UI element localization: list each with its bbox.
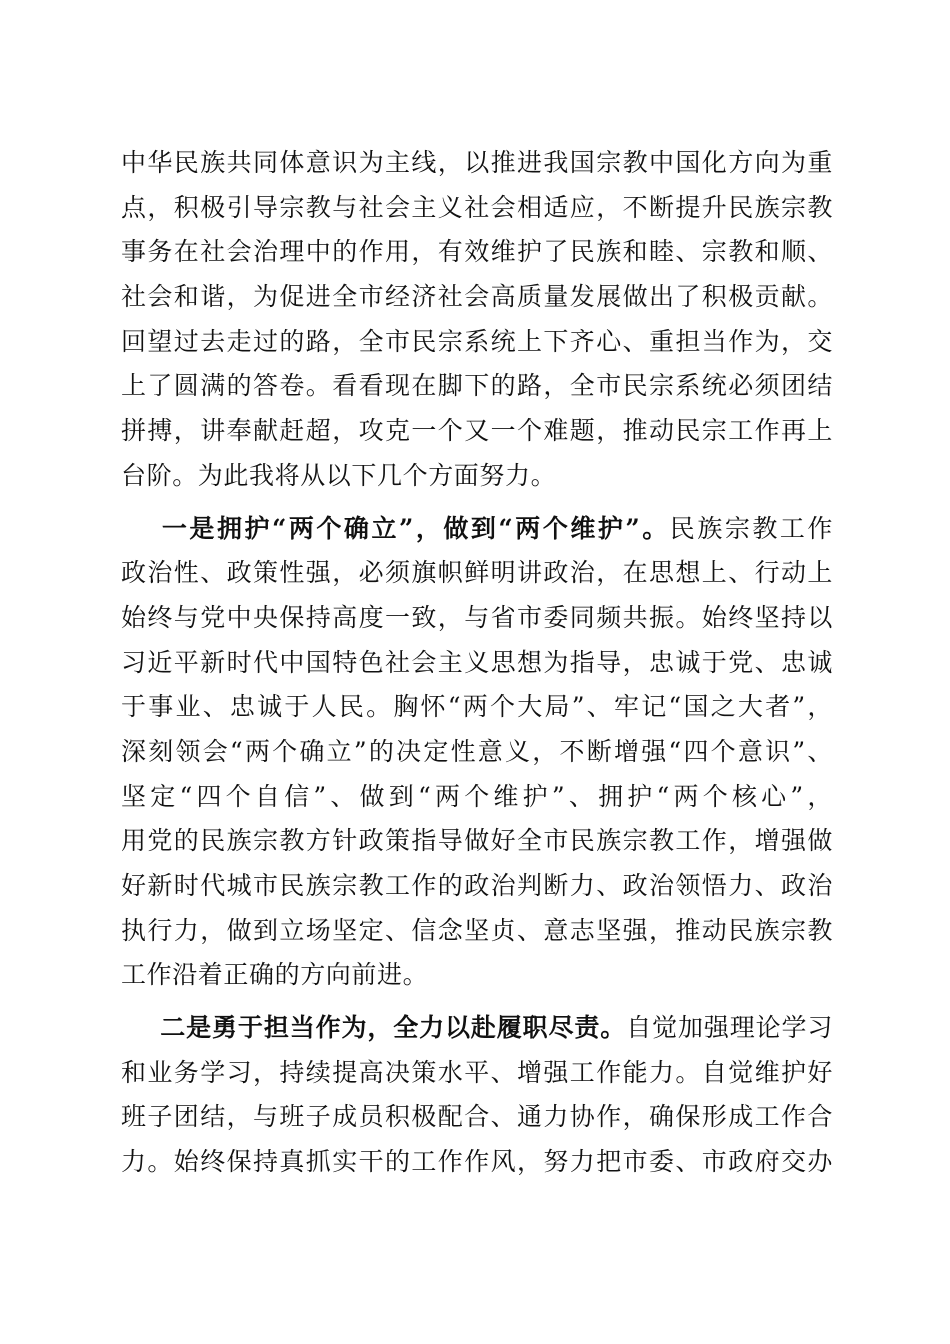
text-line: 用党的民族宗教方针政策指导做好全市民族宗教工作，增强做 [121, 826, 833, 856]
text-line: 政治性、政策性强，必须旗帜鲜明讲政治，在思想上、行动上 [121, 558, 833, 588]
paragraph-text: 自觉加强理论学习 [626, 1013, 833, 1043]
text-line: 回望过去走过的路，全市民宗系统上下齐心、重担当作为，交 [121, 326, 833, 356]
text-line: 上了圆满的答卷。看看现在脚下的路，全市民宗系统必须团结 [121, 371, 833, 401]
text-line: 工作沿着正确的方向前进。 [121, 960, 429, 990]
text-line: 事务在社会治理中的作用，有效维护了民族和睦、宗教和顺、 [121, 237, 833, 267]
text-line: 中华民族共同体意识为主线，以推进我国宗教中国化方向为重 [121, 148, 833, 177]
paragraph-heading: 二是勇于担当作为，全力以赴履职尽责。 [160, 1013, 627, 1043]
text-line: 社会和谐，为促进全市经济社会高质量发展做出了积极贡献。 [121, 282, 833, 312]
paragraph-3 [121, 1006, 833, 1185]
paragraph-heading: 一是拥护“两个确立”，做到“两个维护”。 [160, 513, 670, 543]
text-line: 力。始终保持真抓实干的工作作风，努力把市委、市政府交办 [121, 1147, 833, 1177]
text-line: 习近平新时代中国特色社会主义思想为指导，忠诚于党、忠诚 [121, 647, 833, 677]
text-line: 和业务学习，持续提高决策水平、增强工作能力。自觉维护好 [121, 1057, 833, 1087]
text-line: 拼搏，讲奉献赶超，攻克一个又一个难题，推动民宗工作再上 [121, 416, 833, 446]
text-line: 坚定“四个自信”、做到“两个维护”、拥护“两个核心”， [121, 781, 833, 811]
text-line: 好新时代城市民族宗教工作的政治判断力、政治领悟力、政治 [121, 871, 833, 900]
text-line: 深刻领会“两个确立”的决定性意义，不断增强“四个意识”、 [121, 736, 833, 766]
text-line: 于事业、忠诚于人民。胸怀“两个大局”、牢记“国之大者”， [121, 692, 833, 722]
paragraph-2 [121, 507, 833, 999]
paragraph-text: 民族宗教工作 [669, 513, 833, 543]
text-line: 点，积极引导宗教与社会主义社会相适应，不断提升民族宗教 [121, 192, 833, 222]
paragraph-first-line [121, 1006, 833, 1051]
paragraph-first-line [121, 507, 833, 552]
text-line: 台阶。为此我将从以下几个方面努力。 [121, 460, 557, 490]
text-line: 班子团结，与班子成员积极配合、通力协作，确保形成工作合 [121, 1102, 833, 1132]
text-line: 始终与党中央保持高度一致，与省市委同频共振。始终坚持以 [121, 602, 833, 632]
paragraph-1 [121, 141, 833, 499]
text-line: 执行力，做到立场坚定、信念坚贞、意志坚强，推动民族宗教 [121, 915, 833, 945]
document-body [121, 141, 833, 1185]
